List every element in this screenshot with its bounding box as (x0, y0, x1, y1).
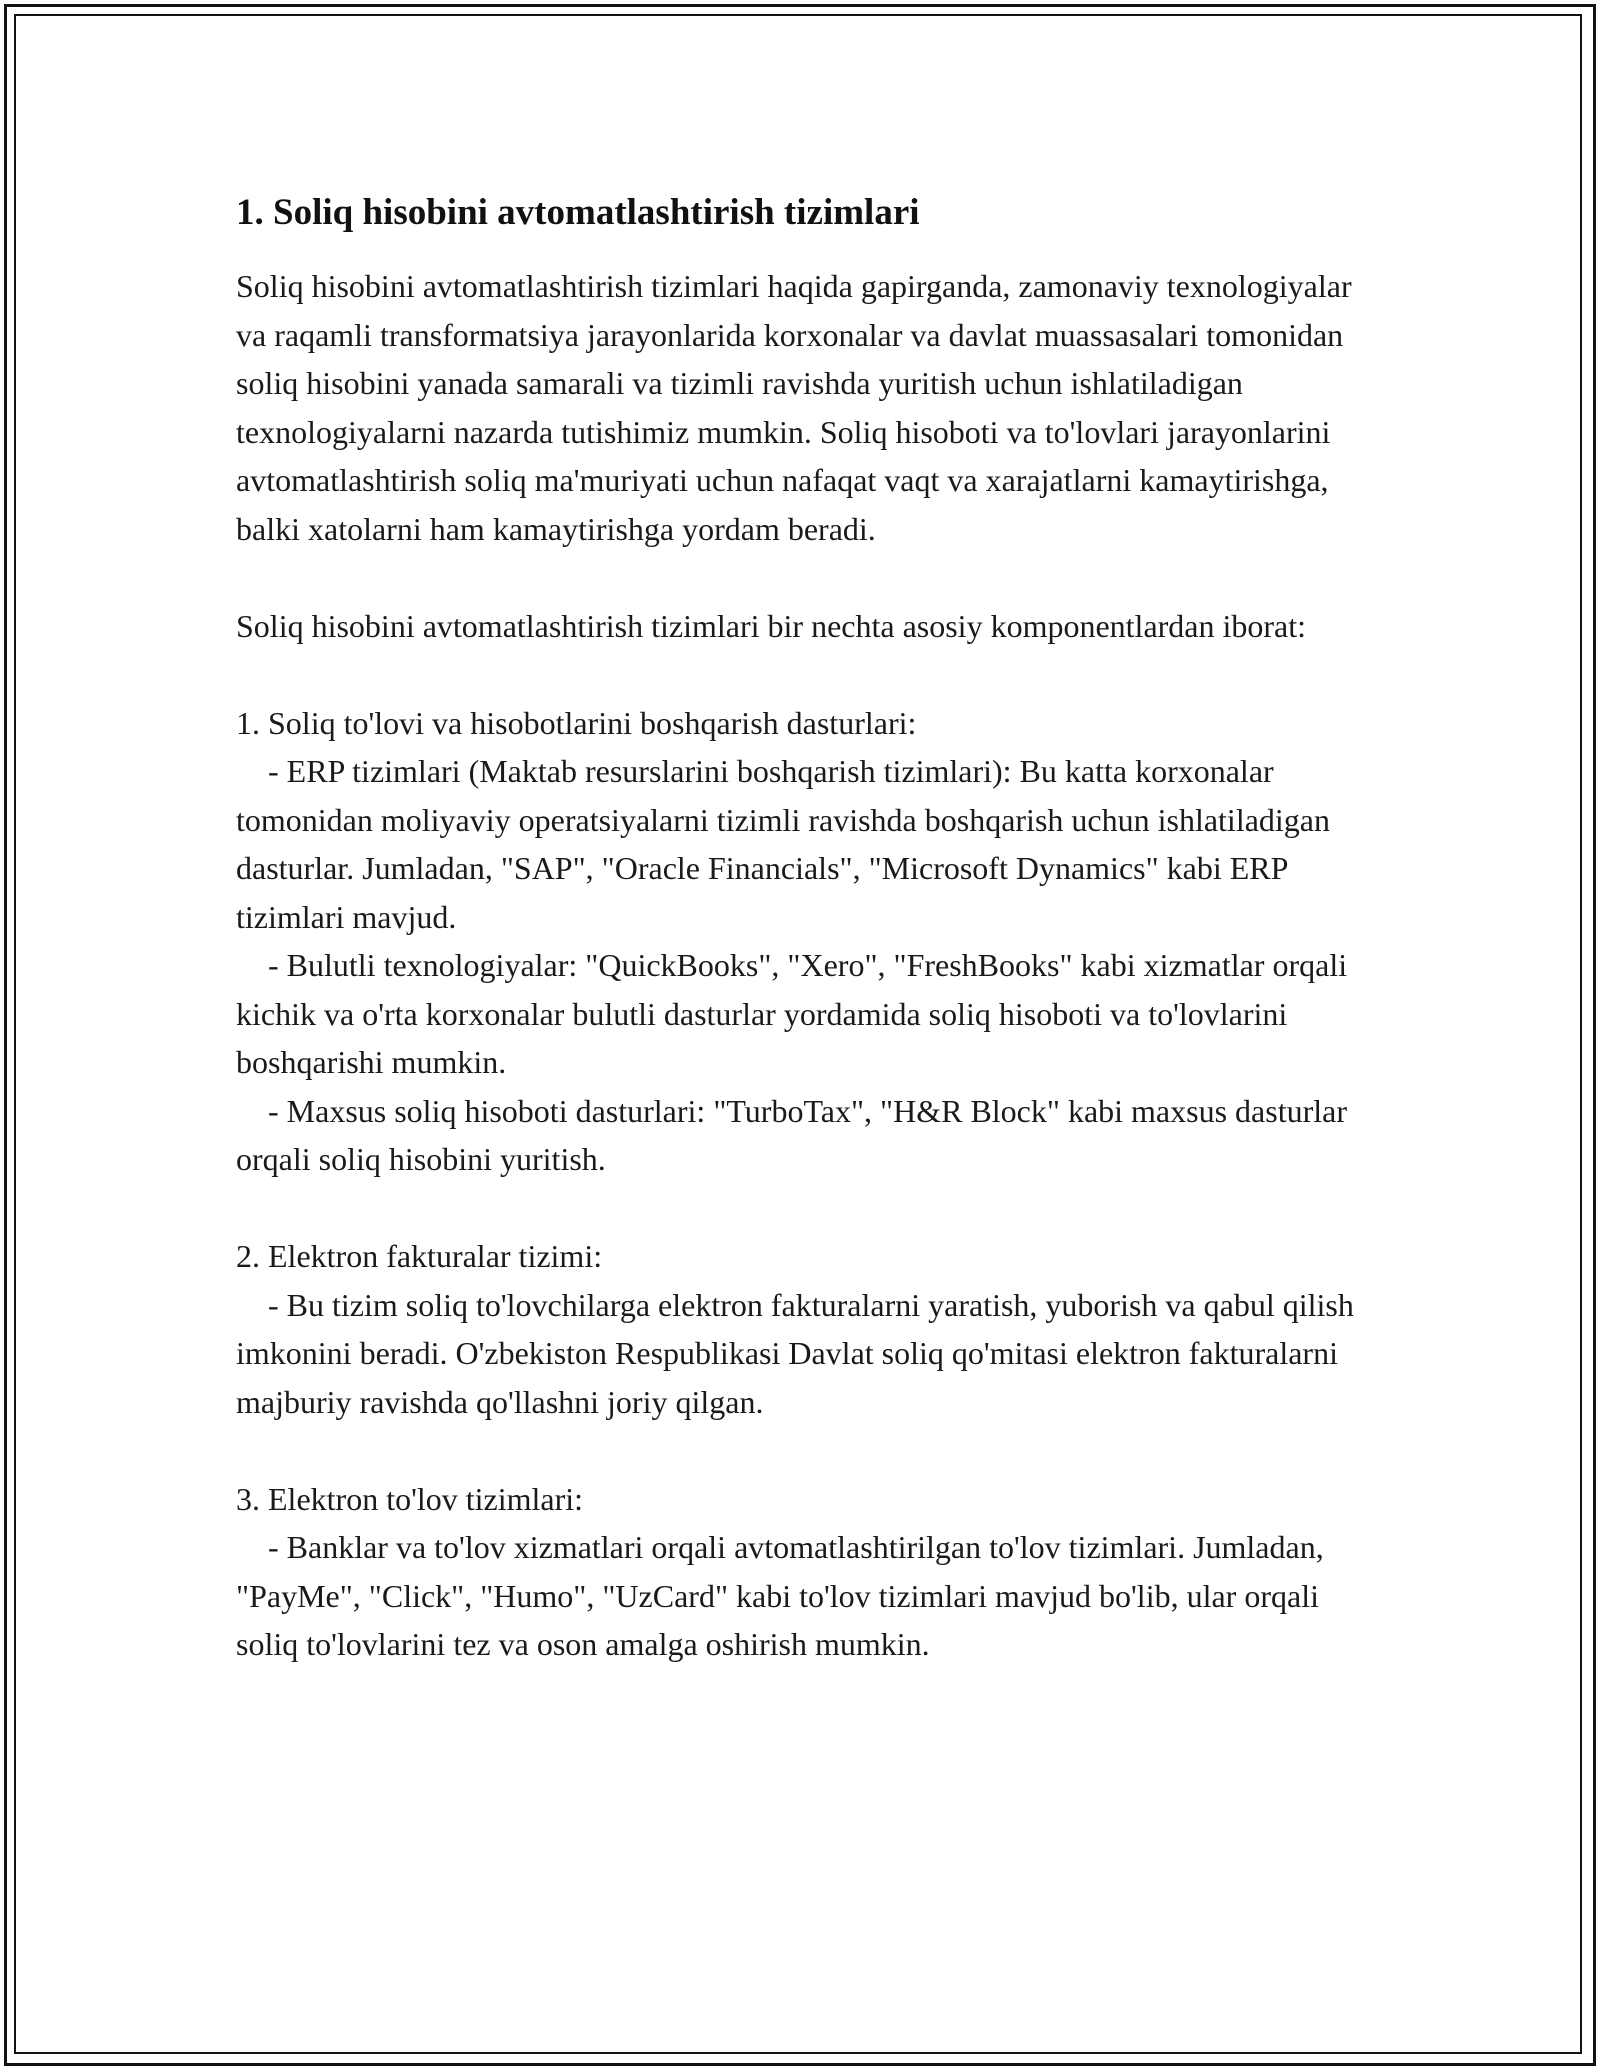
list-item-e-payments: 3. Elektron to'lov tizimlari: - Banklar va to'lov xizmatlari orqali avtomatlashtirilgan to'lov tizimlari. Jumladan, "PayMe", "Click", "Humo", "UzCard" kabi to'lov tizimlari mavjud bo'lib, ular orqali soliq to'lovlarini tez va oson amalga oshirish mumkin. (236, 1480, 1324, 1662)
paragraph-spacer (236, 650, 1386, 699)
paragraph-spacer (236, 1184, 1386, 1233)
document-body (236, 186, 1386, 1669)
paragraph-spacer (236, 1426, 1386, 1475)
list-item-e-invoices: 2. Elektron fakturalar tizimi: - Bu tizim soliq to'lovchilarga elektron fakturalarni yaratish, yuborish va qabul qilish imkonini beradi. O'zbekiston Respublikasi Davlat soliq qo'mitasi elektron fakturalarni majburiy ravishda qo'llashni joriy qilgan. (236, 1238, 1354, 1420)
components-intro-paragraph: Soliq hisobini avtomatlashtirish tizimlari bir nechta asosiy komponentlardan iborat: (236, 607, 1307, 644)
paragraph-spacer (236, 553, 1386, 602)
intro-paragraph: Soliq hisobini avtomatlashtirish tizimlari haqida gapirganda, zamonaviy texnologiyalar va raqamli transformatsiya jarayonlarida korxonalar va davlat muassasalari tomonidan soliq hisobini yanada samarali va tizimli ravishda yuritish uchun ishlatiladigan texnologiyalarni nazarda tutishimiz mumkin. Soliq hisoboti va to'lovlari jarayonlarini avtomatlashtirish soliq ma'muriyati uchun nafaqat vaqt va xarajatlarni kamaytirishga, balki xatolarni ham kamaytirishga yordam beradi. (236, 268, 1360, 547)
list-item-software: 1. Soliq to'lovi va hisobotlarini boshqarish dasturlari: - ERP tizimlari (Maktab resurslarini boshqarish tizimlari): Bu katta korxonalar tomonidan moliyaviy operatsiyalarni tizimli ravishda boshqarish uchun ishlatiladigan dasturlar. Jumladan, "SAP", "Oracle Financials", "Microsoft Dynamics" kabi ERP tizimlari mavjud. - Bulutli texnologiyalar: "QuickBooks", "Xero", "FreshBooks" kabi xizmatlar orqali kichik va o'rta korxonalar bulutli dasturlar yordamida soliq hisoboti va to'lovlarini boshqarishi mumkin. - Maxsus soliq hisoboti dasturlari: "TurboTax", "H&R Block" kabi maxsus dasturlar orqali soliq hisobini yuritish. (236, 704, 1348, 1177)
section-heading: 1. Soliq hisobini avtomatlashtirish tizimlari (236, 192, 920, 233)
